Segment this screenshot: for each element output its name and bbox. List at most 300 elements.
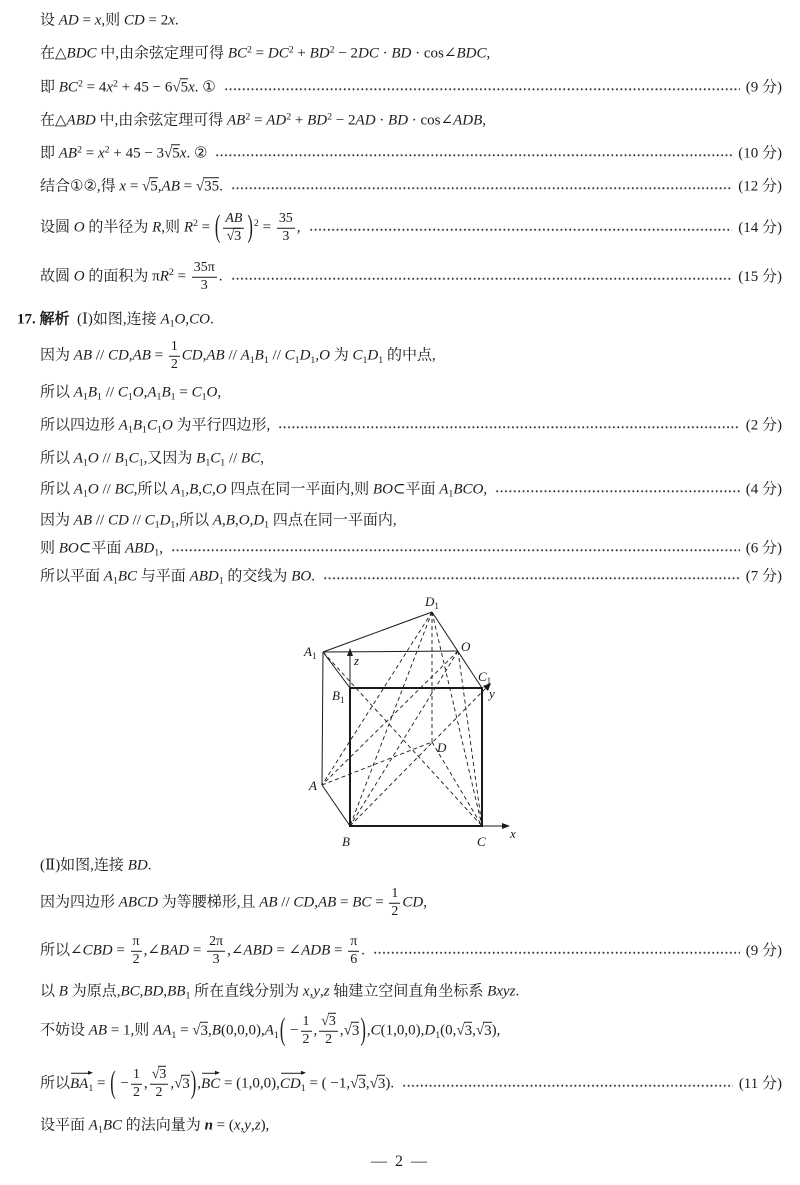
numerator [277,211,295,229]
dot-leader [323,576,740,580]
text-run: 为 [329,347,353,364]
math-variable: A [212,512,223,529]
text-run: ⊂平面 [392,481,440,498]
math-variable: x [179,145,187,162]
math-variable: AB [161,178,180,195]
subscript: 1 [263,354,269,366]
subscript: 1 [97,1124,103,1136]
text-run: 的中点, [383,347,436,364]
line-content [40,260,223,294]
math-variable: BC [58,79,78,96]
math-variable: A [147,384,157,401]
text-run: 6 [350,951,358,967]
subscript: 1 [435,1029,441,1041]
subscript: 1 [218,575,224,587]
big-parenthesis: ) [247,207,253,244]
text-run: ). [385,1075,395,1092]
text-run: // [128,512,145,529]
text-run: , [315,347,320,364]
dot-leader [224,87,740,91]
text-run: // [224,347,241,364]
solution-line [40,1063,782,1101]
score-marker: (10 分) [738,145,782,162]
fraction [192,260,217,294]
subscript: 1 [300,1082,306,1094]
fraction [169,339,180,373]
math-variable: AB [73,512,93,529]
math-variable: BB [167,983,186,1000]
dot-leader [402,1083,733,1087]
math-variable: C [146,417,157,434]
text-run: (0,0,0), [220,1022,265,1039]
math-variable: B [58,983,68,1000]
text-run: 为平行四边形, [172,417,271,434]
text-run: 四点在同一平面内, [269,512,397,529]
superscript: 2 [104,143,110,155]
math-variable: A [103,568,113,585]
math-variable: C [284,347,295,364]
math-variable: BD [307,112,328,129]
text-run: 1 [391,885,399,901]
math-variable: AB [73,347,93,364]
text-run: , [309,983,314,1000]
text-run: 2 [132,1084,140,1100]
solution-line [40,480,782,500]
text-run: , [217,384,222,401]
math-variable: BAD [159,942,190,959]
text-run: ,则 [161,219,184,236]
subscript: 1 [362,354,368,366]
superscript: 2 [288,43,294,55]
big-parenthesis: ) [190,1063,197,1100]
big-parenthesis: ) [360,1010,366,1047]
math-variable: A [73,450,83,467]
fraction [131,934,142,968]
text-run: 为原点, [67,983,121,1000]
edge-a1-d1 [323,612,432,652]
subscript: 1 [264,519,270,531]
denominator [319,1032,338,1049]
math-variable: B [189,481,199,498]
line-content [40,567,315,587]
text-run: ,所以 [133,481,172,498]
text-run: , [128,347,133,364]
math-variable: ABD [66,112,96,129]
denominator [348,952,359,969]
text-run: , [143,1075,148,1092]
superscript: 2 [113,77,118,89]
text-run: , [234,512,239,529]
math-variable: CBD [82,942,113,959]
text-run: = ∠ [272,942,302,959]
solution-line [40,539,782,559]
math-variable: D [253,512,265,529]
text-run: − 2 [334,45,359,62]
text-run: . [147,857,152,874]
text-run: , [314,894,318,911]
subscript: 1 [170,391,176,403]
label-c1: $C_1$ [478,669,492,686]
text-run: , [139,983,144,1000]
text-run: 所以 [40,481,74,498]
text-run: ,∠ [143,942,160,959]
text-run: = [112,942,129,959]
label-x-axis: x [510,826,516,841]
subscript: 1 [448,488,454,500]
superscript: 2 [253,218,259,229]
numerator [192,260,217,278]
math-variable: R [152,219,162,236]
math-variable: AD [58,12,79,29]
math-variable: BC [201,1075,221,1092]
superscript: 2 [329,43,335,55]
math-variable: C [370,1022,381,1039]
math-variable: ABCD [118,894,158,911]
superscript: 2 [327,110,333,122]
text-run: = (1,0,0), [220,1075,280,1092]
text-run: = [197,219,214,236]
dot-leader [215,153,732,157]
text-run: . ② [186,145,208,162]
math-variable: BD [127,857,148,874]
label-a: A [309,778,317,793]
edge-d1-c1 [432,612,482,688]
text-run: , [240,1117,245,1134]
text-run: , [159,540,163,557]
score-marker: (2 分) [745,417,782,434]
text-run: = [150,347,167,364]
text-run: + [293,45,310,62]
radicand: 3 [328,1013,336,1029]
math-variable: DC [358,45,379,62]
radicand: 3 [464,1022,473,1039]
text-run: . [218,268,223,285]
text-run: + [291,112,308,129]
math-variable: BDC [456,45,487,62]
solution-line [40,11,782,31]
solution-line [40,511,782,531]
text-run: 中,由余弦定理可得 [95,112,227,129]
vector [70,1071,93,1094]
text-run: 所在直线分别为 [190,983,303,1000]
text-run: (Ⅰ)如图,连接 [69,311,161,328]
math-variable: AB [206,347,225,364]
score-marker: (12 分) [738,178,782,195]
text-run: 设圆 [40,219,74,236]
text-run: = [251,45,268,62]
edge-a1-b1 [323,652,350,688]
subscript: 1 [156,391,162,403]
text-run: 3 [200,277,208,293]
radicand: 3 [351,1022,360,1039]
math-variable: x [168,12,175,29]
subscript: 1 [154,519,160,531]
text-run: , [143,384,148,401]
text-run: 设 [40,12,59,29]
text-run: , [250,1117,255,1134]
text-run: 因为 [40,512,74,529]
vector-variable: n [204,1117,213,1134]
math-variable: AA [153,1022,172,1039]
solution-line [40,383,782,403]
text-run: 1 [170,338,178,354]
math-variable: AB [132,347,151,364]
line-content [40,511,397,531]
text-run: = ( [212,1117,234,1134]
math-variable: O [215,481,227,498]
line-content [40,982,519,1002]
text-run: 的半径为 [84,219,153,236]
section-heading: 17. 解析 [17,311,70,328]
text-run: // [101,384,118,401]
math-variable: y [313,983,320,1000]
math-variable: O [319,347,330,364]
text-run: , [208,1022,212,1039]
text-run: 以 [40,983,59,1000]
denominator [131,952,142,969]
score-marker: (15 分) [738,268,782,285]
math-variable: R [159,268,169,285]
radicand: 3 [484,1022,492,1039]
text-run: ,√ [472,1022,485,1039]
math-variable: DC [267,45,289,62]
math-variable: ADB [453,112,483,129]
math-variable: A [160,311,170,328]
math-variable: O [87,481,99,498]
math-variable: A [171,481,181,498]
solution-line [40,934,782,968]
math-variable: CD [293,894,315,911]
line-content [40,111,486,131]
big-parenthesis: ( [214,207,221,244]
denominator [301,1032,312,1049]
line-content [40,1063,395,1101]
text-run: 与平面 [137,568,190,585]
text-run: // [98,481,115,498]
superscript: 2 [245,110,251,122]
denominator [192,278,217,295]
math-variable: BD [143,983,164,1000]
text-run: 的面积为 π [84,268,160,285]
line-content [40,44,490,64]
text-run: , [320,983,324,1000]
math-variable: BC [120,983,140,1000]
numerator [131,934,142,952]
subscript: 1 [220,457,226,469]
subscript: 1 [201,391,207,403]
subscript: 1 [142,424,147,436]
superscript: 2 [192,218,198,229]
superscript: 2 [77,77,83,89]
edge-a-b [322,785,350,826]
fraction [277,211,295,245]
text-run: 的法向量为 [122,1117,205,1134]
text-run: 1 [132,1066,140,1082]
math-variable: C [352,347,363,364]
denominator [207,952,225,969]
math-variable: A [240,347,250,364]
text-run: , [249,512,254,529]
numerator [348,934,359,952]
line-content [40,856,151,876]
text-run: = ( −1,√ [305,1075,359,1092]
text-run: 所以平面 [40,568,104,585]
edge-a1-a [322,652,323,785]
text-run: = 4 [82,79,107,96]
text-run: // [225,450,242,467]
text-run: = √ [176,1022,201,1039]
text-run: ,又因为 [143,450,197,467]
radicand: 5 [172,145,180,162]
text-run: // [92,512,108,529]
text-run: 所以四边形 [40,417,119,434]
text-run: 2 [302,1031,310,1047]
math-variable: AB [225,210,243,226]
subscript: 1 [171,1029,177,1041]
label-b1: $B_1$ [332,688,345,705]
text-run: 轴建立空间直角坐标系 [329,983,488,1000]
solution-line [40,886,782,920]
math-variable: ABD [189,568,219,585]
text-run: √ [321,1013,329,1029]
text-run: 2 [155,1084,163,1100]
math-variable: A [73,481,83,498]
text-run: , [313,1022,318,1039]
subscript: 1 [82,488,88,500]
fraction [150,1067,169,1101]
math-variable: A [439,481,449,498]
text-run: − 2 [332,112,356,129]
text-run: . [174,12,179,29]
math-variable: BO [291,568,312,585]
math-variable: Bxyz [487,983,516,1000]
text-run: . [209,311,214,328]
text-run: = [78,12,95,29]
math-variable: R [183,219,193,236]
line-content [40,383,221,403]
solution-line [40,339,782,373]
text-run: , [482,112,487,129]
denominator [277,229,295,246]
math-variable: A [264,1022,274,1039]
math-variable: C [202,481,213,498]
label-c: C [477,834,486,849]
radicand: 3 [182,1075,190,1092]
subscript: 1 [123,457,129,469]
text-run: 则 [40,540,59,557]
text-run: ,∠ [227,942,244,959]
score-marker: (11 分) [738,1075,782,1092]
math-variable: O [132,384,144,401]
text-run: = [336,894,353,911]
text-run: 因为 [40,347,74,364]
math-variable: CD [402,894,424,911]
numerator [223,211,244,229]
math-variable: O [73,219,85,236]
label-d: D [437,740,447,755]
text-run: · [378,45,392,62]
subscript: 1 [310,354,316,366]
line-content [40,1010,501,1048]
text-run: 四点在同一平面内,则 [226,481,373,498]
text-run: = [173,268,190,285]
text-run: = [330,942,347,959]
text-run: 在△ [40,45,67,62]
text-run: − [286,1022,299,1039]
math-variable: AB [58,145,78,162]
label-o: O [461,639,471,654]
math-variable: BC [241,450,261,467]
text-run: . [311,568,315,585]
math-variable: O [161,417,173,434]
math-variable: D [159,512,171,529]
math-variable: CD [181,347,203,364]
prism-figure [290,590,530,855]
math-variable: B [254,347,264,364]
text-run: = [250,112,267,129]
math-variable: x [119,178,127,195]
vector [280,1071,306,1094]
text-run: = [189,942,206,959]
dot-leader [373,950,740,954]
math-variable: x [106,79,114,96]
label-z-axis: z [354,653,360,668]
math-variable: A [118,417,128,434]
fraction [131,1067,142,1101]
line-content [40,416,270,436]
text-run: 不妨设 [40,1022,89,1039]
solution-line [40,78,782,98]
math-variable: B [114,450,124,467]
subscript: 1 [378,354,384,366]
text-run: , [202,347,207,364]
math-variable: A [73,384,83,401]
math-variable: z [323,983,330,1000]
text-run: 在△ [40,112,67,129]
math-variable: C [210,450,221,467]
subscript: 1 [88,1082,94,1094]
radicand: 3 [200,1022,209,1039]
text-run: 所以 [40,384,74,401]
math-variable: AD [355,112,376,129]
solution-line [40,207,782,245]
score-marker: (6 分) [745,540,782,557]
segment-d1-b [350,612,432,826]
solution-line [40,416,782,436]
solution-line [40,44,782,64]
numerator [301,1014,312,1032]
text-run: , [163,983,168,1000]
numerator [169,339,180,357]
math-variable: CD [279,1075,301,1092]
solution-line [40,1116,782,1136]
text-run: ,则 [101,12,124,29]
math-variable: BD [388,112,409,129]
math-variable: x [233,1117,241,1134]
subscript: 1 [294,354,300,366]
math-variable: BC [352,894,372,911]
solution-line [40,144,782,164]
text-run: . [515,983,520,1000]
radicand: 5 [150,178,158,195]
text-run: π [350,933,358,949]
text-run: 2π [209,933,224,949]
subscript: 1 [180,488,186,500]
text-run: − [116,1075,129,1092]
text-run: 3 [212,951,220,967]
dot-leader [309,227,733,231]
math-variable: CD [107,347,129,364]
